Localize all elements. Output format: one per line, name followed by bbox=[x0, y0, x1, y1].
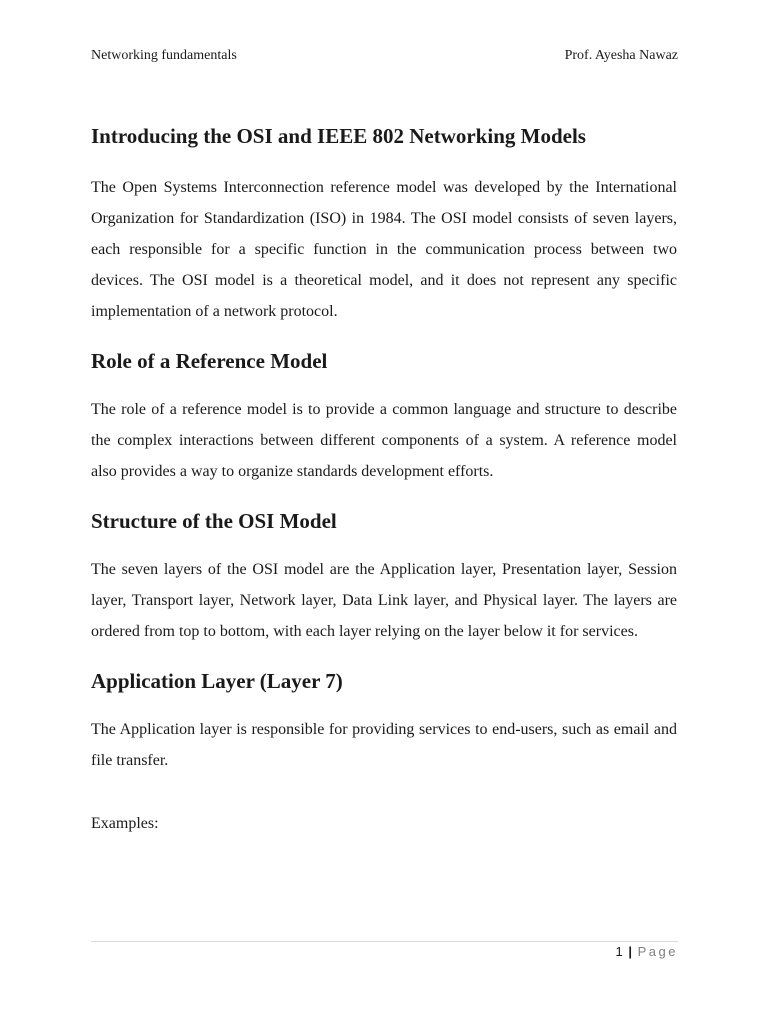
section-heading-application-layer: Application Layer (Layer 7) bbox=[91, 669, 343, 693]
page-header bbox=[91, 47, 678, 65]
header-course-title: Networking fundamentals bbox=[91, 48, 237, 63]
document-title: Introducing the OSI and IEEE 802 Networking Models bbox=[91, 124, 586, 148]
page-word: Page bbox=[637, 944, 678, 959]
page-number: 1 bbox=[615, 944, 623, 959]
examples-label: Examples: bbox=[91, 815, 159, 832]
page-separator: | bbox=[628, 944, 632, 959]
section-body-reference-model: The role of a reference model is to provide a common language and structure to describe the complex interactions between different components of a system. A reference model also provides a way to organize standards development efforts. bbox=[91, 401, 677, 480]
section-heading-reference-model: Role of a Reference Model bbox=[91, 349, 328, 373]
section-body-application-layer: The Application layer is responsible for providing services to end-users, such as email and file transfer. bbox=[91, 721, 677, 769]
page-footer bbox=[616, 943, 679, 961]
footer-divider bbox=[91, 941, 678, 942]
intro-paragraph: The Open Systems Interconnection reference model was developed by the International Organization for Standardization (ISO) in 1984. The OSI model consists of seven layers, each responsible for a specific function in the communication process between two devices. The OSI model is a theoretical model, and it does not represent any specific implementation of a network protocol. bbox=[91, 179, 677, 320]
header-author: Prof. Ayesha Nawaz bbox=[564, 48, 678, 63]
document-body bbox=[91, 122, 677, 859]
section-body-osi-structure: The seven layers of the OSI model are the Application layer, Presentation layer, Session layer, Transport layer, Network layer, Data Link layer, and Physical layer. The layers are ordered from top to bottom, with each layer relying on the layer below it for services. bbox=[91, 561, 677, 640]
section-heading-osi-structure: Structure of the OSI Model bbox=[91, 509, 337, 533]
